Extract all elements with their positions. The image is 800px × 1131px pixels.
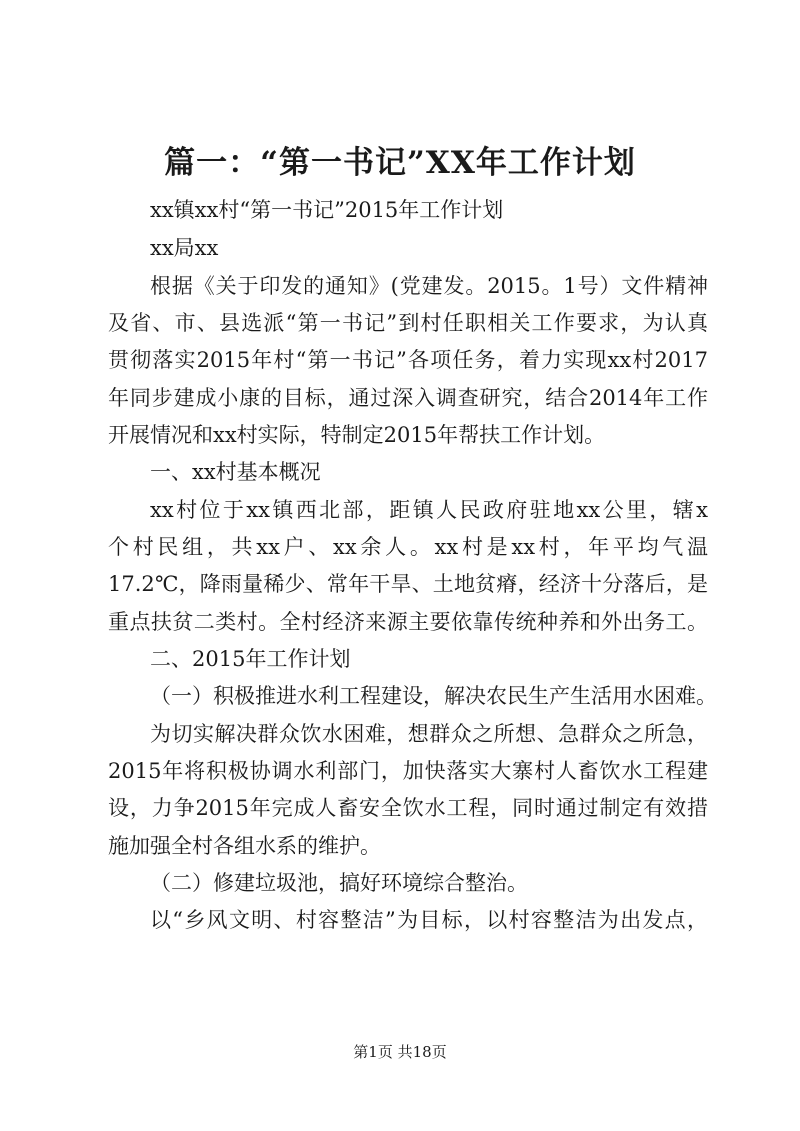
page-number: 第1页 共18页 xyxy=(353,1043,447,1061)
paragraph-line: 施加强全村各组水系的维护。 xyxy=(108,834,381,858)
subsection-heading: （二）修建垃圾池，搞好环境综合整治。 xyxy=(150,871,528,895)
subsection-heading: （一）积极推进水利工程建设，解决农民生产生活用水困难。 xyxy=(150,684,717,708)
document-title: 篇一：“第一书记”XX年工作计划 xyxy=(164,145,636,181)
paragraph-line: 为切实解决群众饮水困难，想群众之所想、急群众之所急， xyxy=(150,722,708,746)
paragraph-line: 以“乡风文明、村容整洁”为目标，以村容整洁为出发点， xyxy=(150,908,708,932)
paragraph-line: 重点扶贫二类村。全村经济来源主要依靠传统种养和外出务工。 xyxy=(108,610,708,634)
paragraph-line: 贯彻落实2015年村“第一书记”各项任务，着力实现xx村2017 xyxy=(108,348,708,372)
section-heading: 二、2015年工作计划 xyxy=(150,647,351,671)
paragraph-line: xx村位于xx镇西北部，距镇人民政府驻地xx公里，辖x xyxy=(150,498,708,522)
paragraph-line: 个村民组，共xx户、xx余人。xx村是xx村，年平均气温 xyxy=(108,535,708,559)
paragraph-line: 2015年将积极协调水利部门，加快落实大寨村人畜饮水工程建 xyxy=(108,759,708,783)
paragraph-line: 根据《关于印发的通知》(党建发。2015。1号）文件精神 xyxy=(150,274,708,298)
paragraph-line: 及省、市、县选派“第一书记”到村任职相关工作要求，为认真 xyxy=(108,311,708,335)
paragraph-line: 设，力争2015年完成人畜安全饮水工程，同时通过制定有效措 xyxy=(108,796,708,820)
author-line: xx局xx xyxy=(150,236,219,260)
paragraph-line: 17.2℃，降雨量稀少、常年干旱、土地贫瘠，经济十分落后，是 xyxy=(108,572,708,596)
section-heading: 一、xx村基本概况 xyxy=(150,460,321,484)
paragraph-line: 开展情况和xx村实际，特制定2015年帮扶工作计划。 xyxy=(108,423,606,447)
paragraph-line: 年同步建成小康的目标，通过深入调查研究，结合2014年工作 xyxy=(108,386,708,410)
subtitle-line: xx镇xx村“第一书记”2015年工作计划 xyxy=(150,198,504,222)
